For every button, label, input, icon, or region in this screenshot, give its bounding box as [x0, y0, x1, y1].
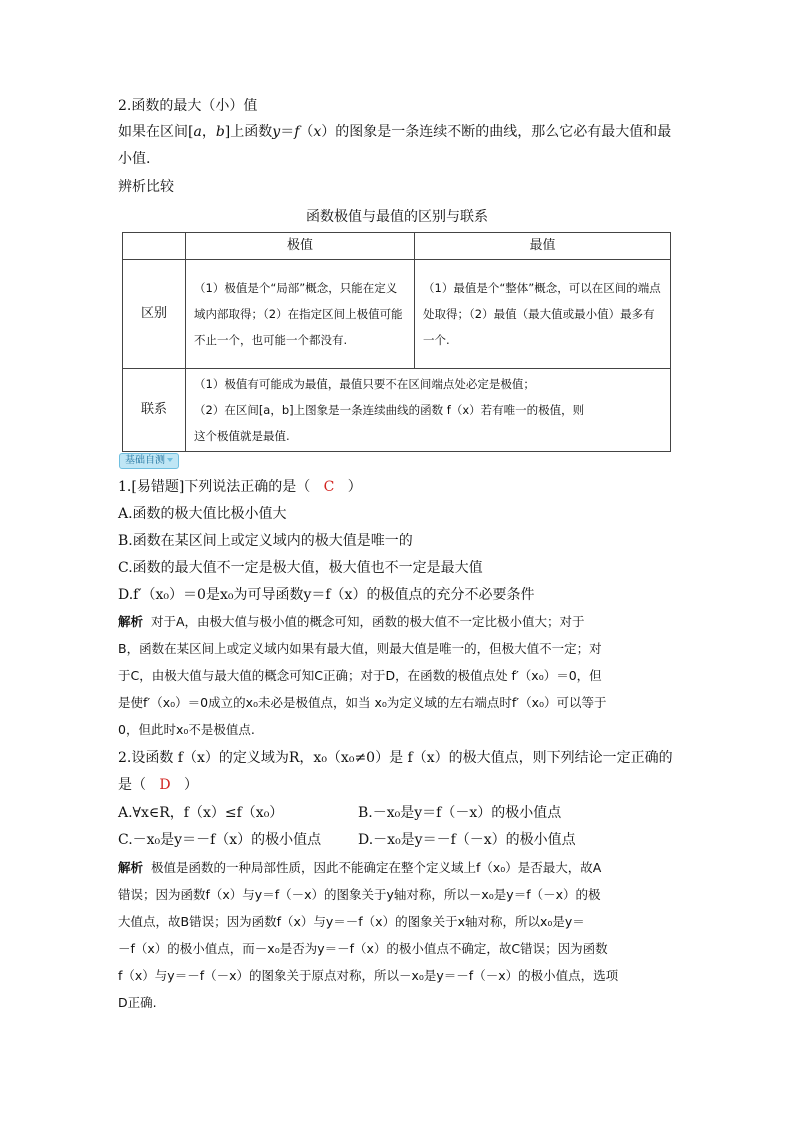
- q2-stem-line-2: [118, 775, 198, 795]
- text-fragment: ＝: [280, 124, 295, 140]
- q2-option-b: B.－x₀是y＝f（－x）的极小值点: [358, 805, 562, 821]
- q2-solution-line-4: －f（x）的极小值点，而－x₀是否为y＝－f（x）的极小值点不确定，故C错误；因为函数: [118, 941, 608, 956]
- comparison-table: [122, 232, 671, 452]
- table-row-difference: [123, 260, 671, 369]
- q2-solution-label: 解析: [118, 860, 144, 875]
- q1-solution-label: 解析: [118, 614, 144, 629]
- q1-option-b: B.函数在某区间上或定义域内的极大值是唯一的: [118, 533, 413, 549]
- row-header-connection: 联系: [123, 369, 186, 452]
- cell-extremum-difference: （1）极值是个“局部”概念，只能在定义域内部取得；（2）在指定区间上极值可能不止一个，也可能一个都没有.: [186, 260, 415, 369]
- q2-solution-line-2: 错误；因为函数f（x）与y＝f（－x）的图象关于y轴对称，所以－x₀是y＝f（－x）的极: [118, 887, 601, 902]
- math-var: x: [313, 124, 322, 140]
- text-fragment: ，: [201, 124, 216, 140]
- text-fragment: ）的图象是一条连续不断的曲线，那么它必有最大值和最: [321, 124, 672, 140]
- table-corner-cell: [123, 233, 186, 260]
- text-fragment: （: [299, 124, 314, 140]
- cell-connection: [186, 369, 671, 452]
- math-var: a: [193, 124, 202, 140]
- text-fragment: ]上函数: [224, 124, 273, 140]
- q1-solution-text: 对于A，由极大值与极小值的概念可知，函数的极大值不一定比极小值大；对于: [150, 614, 585, 629]
- q1-solution-line-4: 是使f′（x₀）＝0成立的x₀未必是极值点，如当 x₀为定义域的左右端点时f′（x₀）可以等于: [118, 695, 607, 710]
- q1-stem: [118, 477, 362, 497]
- cell-max-min-difference: （1）最值是个“整体”概念，可以在区间的端点处取得；（2）最值（最大值或最小值）最多有一个.: [415, 260, 671, 369]
- definition-paragraph-line2: 小值.: [118, 151, 151, 167]
- math-var: b: [215, 124, 225, 140]
- badge-arrow-icon: [167, 458, 173, 462]
- q1-option-d: D.f′（x₀）＝0是x₀为可导函数y＝f（x）的极值点的充分不必要条件: [118, 587, 535, 603]
- q2-solution-line-5: f（x）与y＝－f（－x）的图象关于原点对称，所以－x₀是y＝－f（－x）的极小值点，选项: [118, 968, 619, 983]
- row-header-difference: 区别: [123, 260, 186, 369]
- q1-solution-line-2: B，函数在某区间上或定义域内如果有最大值，则最大值是唯一的，但极大值不一定；对: [118, 641, 602, 656]
- q2-option-c: C.－x₀是y＝－f（x）的极小值点: [118, 832, 322, 848]
- column-header-extremum: 极值: [186, 233, 415, 260]
- connection-line-3: 这个极值就是最值.: [194, 429, 290, 443]
- q1-stem-close: ）: [347, 479, 362, 495]
- q2-solution-text: 极值是函数的一种局部性质，因此不能确定在整个定义域上f（x₀）是否最大，故A: [150, 860, 602, 875]
- section-heading: 2.函数的最大（小）值: [118, 98, 258, 114]
- q1-option-c: C.函数的最大值不一定是极大值，极大值也不一定是最大值: [118, 560, 483, 576]
- q2-option-a: A.∀x∈R，f（x）≤f（x₀）: [118, 805, 284, 821]
- q2-solution-line-6: D正确.: [118, 995, 157, 1010]
- q1-solution-line-5: 0，但此时x₀不是极值点.: [118, 722, 255, 737]
- q1-solution-line-1: [118, 612, 585, 632]
- q2-stem-close: ）: [183, 777, 198, 793]
- q2-solution-line-3: 大值点，故B错误；因为函数f（x）与y＝－f（x）的图象关于x轴对称，所以x₀是y＝: [118, 914, 585, 929]
- table-title: 函数极值与最值的区别与联系: [306, 209, 488, 225]
- math-var: y: [272, 124, 281, 140]
- connection-line-2: （2）在区间[a，b]上图象是一条连续曲线的函数 f（x）若有唯一的极值，则: [194, 403, 585, 417]
- q2-stem-line-1: 2.设函数 f（x）的定义域为R，x₀（x₀≠0）是 f（x）的极大值点，则下列结论一定正确的: [118, 750, 673, 766]
- text-fragment: 如果在区间[: [118, 124, 194, 140]
- badge-label: 基础自测: [125, 455, 165, 466]
- basic-self-test-badge: [119, 453, 179, 469]
- compare-label: 辨析比较: [118, 179, 174, 195]
- connection-line-1: （1）极值有可能成为最值，最值只要不在区间端点处必定是极值；: [194, 377, 535, 391]
- q2-solution-line-1: [118, 858, 601, 878]
- q1-answer: C: [323, 479, 335, 495]
- table-header-row: [123, 233, 671, 260]
- q2-stem-text: 是（: [118, 777, 146, 793]
- column-header-max-min: 最值: [415, 233, 671, 260]
- q1-solution-line-3: 于C，由极大值与最大值的概念可知C正确；对于D，在函数的极值点处 f′（x₀）＝0，但: [118, 668, 602, 683]
- q2-option-d: D.－x₀是y＝－f（－x）的极小值点: [358, 832, 576, 848]
- math-var: f: [294, 124, 300, 140]
- q2-answer: D: [159, 777, 171, 793]
- q1-stem-text: 1.[易错题]下列说法正确的是（: [118, 479, 311, 495]
- definition-paragraph: [118, 122, 671, 142]
- table-row-connection: [123, 369, 671, 452]
- q1-option-a: A.函数的极大值比极小值大: [118, 506, 287, 522]
